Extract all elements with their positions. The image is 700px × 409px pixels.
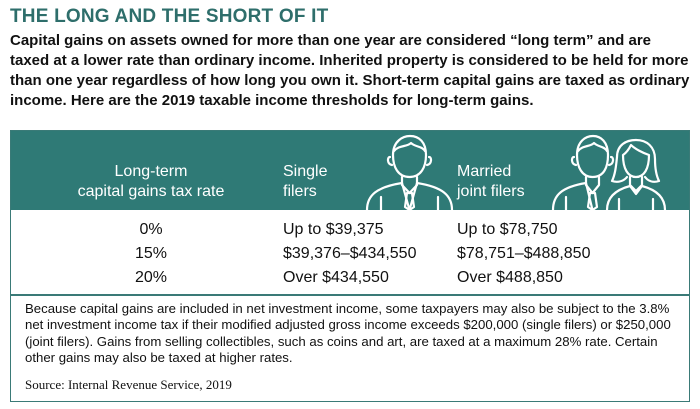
married-cell: Over $488,850 (457, 269, 563, 286)
header-married-line1: Married (457, 163, 512, 180)
rate-cell: 20% (134, 269, 168, 286)
single-cell: Over $434,550 (283, 269, 389, 286)
table-row (11, 269, 689, 293)
table-row (11, 221, 689, 245)
source-citation: Source: Internal Revenue Service, 2019 (25, 377, 232, 392)
footnote-paragraph: Because capital gains are included in net investment income, some taxpayers may also be subject to the 3.8% net investment income tax if their modified adjusted gross income exceeds $200,000 (single filers) or $250,000 (joint filers). Gains from selling collectibles, such as coins and art, are taxed at a maximum 28% rate. Certain other gains may also be taxed at higher rates. (25, 301, 671, 365)
rate-cell: 15% (134, 245, 168, 262)
header-rate-line2: capital gains tax rate (77, 183, 225, 200)
rate-cell: 0% (139, 221, 163, 238)
page-title: THE LONG AND THE SHORT OF IT (10, 6, 329, 27)
married-cell: $78,751–$488,850 (457, 245, 591, 262)
table-row (11, 245, 689, 269)
married-cell: Up to $78,750 (457, 221, 558, 238)
header-married-line2: joint filers (457, 183, 525, 200)
intro-paragraph: Capital gains on assets owned for more than one year are considered “long term” and are taxed at a lower rate than ordinary income. Inherited property is considered to be held for more than one year regardless of how long you own it. Short-term capital gains are taxed as ordinary income. Here are the 2019 taxable income thresholds for long-term gains. (10, 32, 690, 109)
header-rate-line1: Long-term (114, 163, 188, 180)
table-header (11, 131, 689, 210)
header-rate (51, 162, 251, 202)
woman-icon (593, 137, 679, 210)
single-cell: $39,376–$434,550 (283, 245, 417, 262)
tax-rate-table (10, 130, 690, 402)
header-single-line2: filers (283, 183, 317, 200)
man-icon (359, 133, 459, 210)
divider (11, 294, 689, 296)
header-single-line1: Single (283, 163, 328, 180)
single-cell: Up to $39,375 (283, 221, 384, 238)
